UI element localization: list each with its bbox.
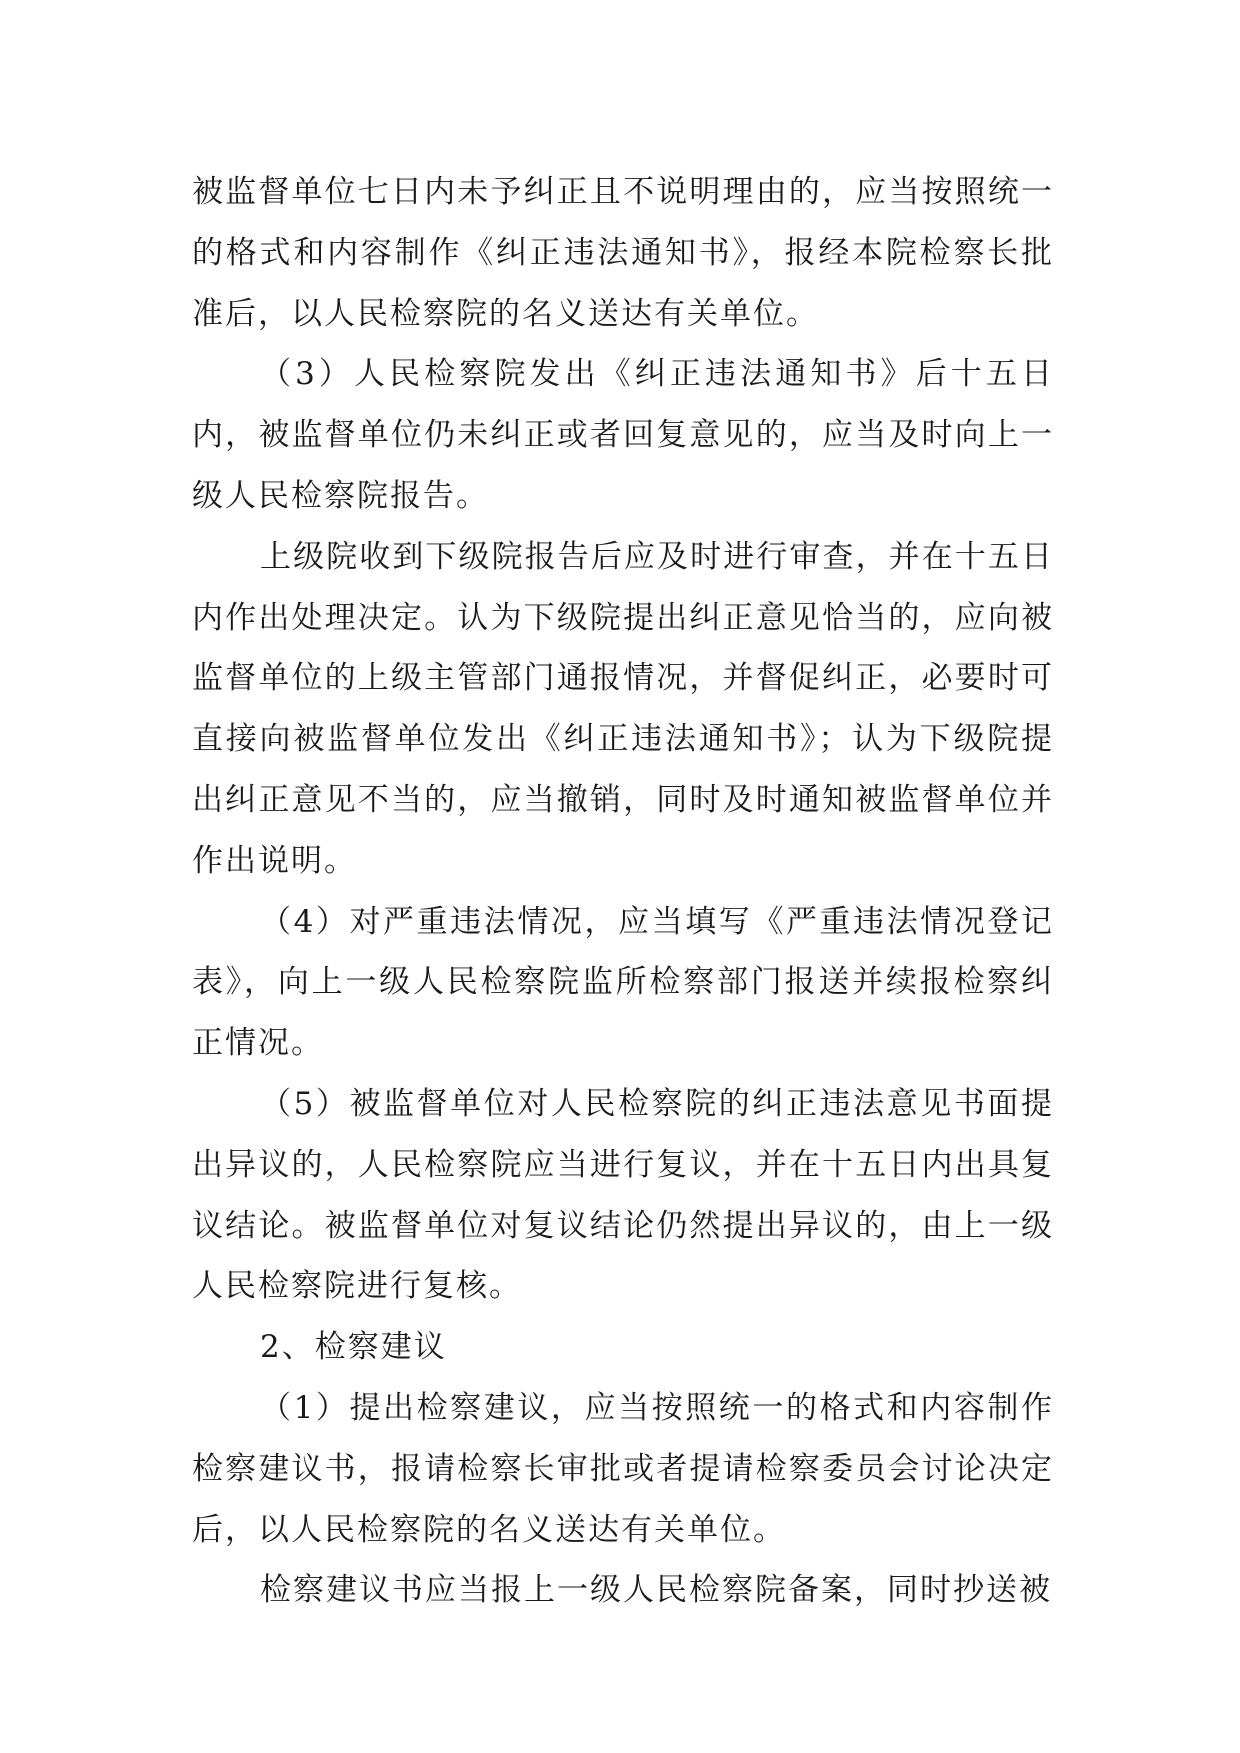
paragraph-suggestion-filing: 检察建议书应当报上一级人民检察院备案，同时抄送被: [260, 1572, 1052, 1609]
paragraph-continuation: 被监督单位七日内未予纠正且不说明理由的，应当按照统一的格式和内容制作《纠正违法通知书》，报经本院检察长批准后，以人民检察院的名义送达有关单位。: [192, 174, 1054, 332]
paragraph-superior-review: 上级院收到下级院报告后应及时进行审查，并在十五日内作出处理决定。认为下级院提出纠正意见恰当的，应向被监督单位的上级主管部门通报情况，并督促纠正，必要时可直接向被监督单位发出《纠正违法通知书》；认为下级院提出纠正意见不当的，应当撤销，同时及时通知被监督单位并作出说明。: [192, 538, 1054, 879]
paragraph-item-5: （5）被监督单位对人民检察院的纠正违法意见书面提出异议的，人民检察院应当进行复议，并在十五日内出具复议结论。被监督单位对复议结论仍然提出异议的，由上一级人民检察院进行复核。: [192, 1085, 1054, 1305]
section-heading-procuratorial-suggestion: 2、检察建议: [260, 1329, 447, 1366]
paragraph-suggestion-item-1: （1）提出检察建议，应当按照统一的格式和内容制作检察建议书，报请检察长审批或者提请检察委员会讨论决定后，以人民检察院的名义送达有关单位。: [192, 1389, 1054, 1548]
paragraph-item-3: （3）人民检察院发出《纠正违法通知书》后十五日内，被监督单位仍未纠正或者回复意见的，应当及时向上一级人民检察院报告。: [192, 356, 1054, 514]
paragraph-item-4: （4）对严重违法情况，应当填写《严重违法情况登记表》，向上一级人民检察院监所检察部门报送并续报检察纠正情况。: [192, 903, 1054, 1062]
body-text: [192, 162, 1054, 1621]
